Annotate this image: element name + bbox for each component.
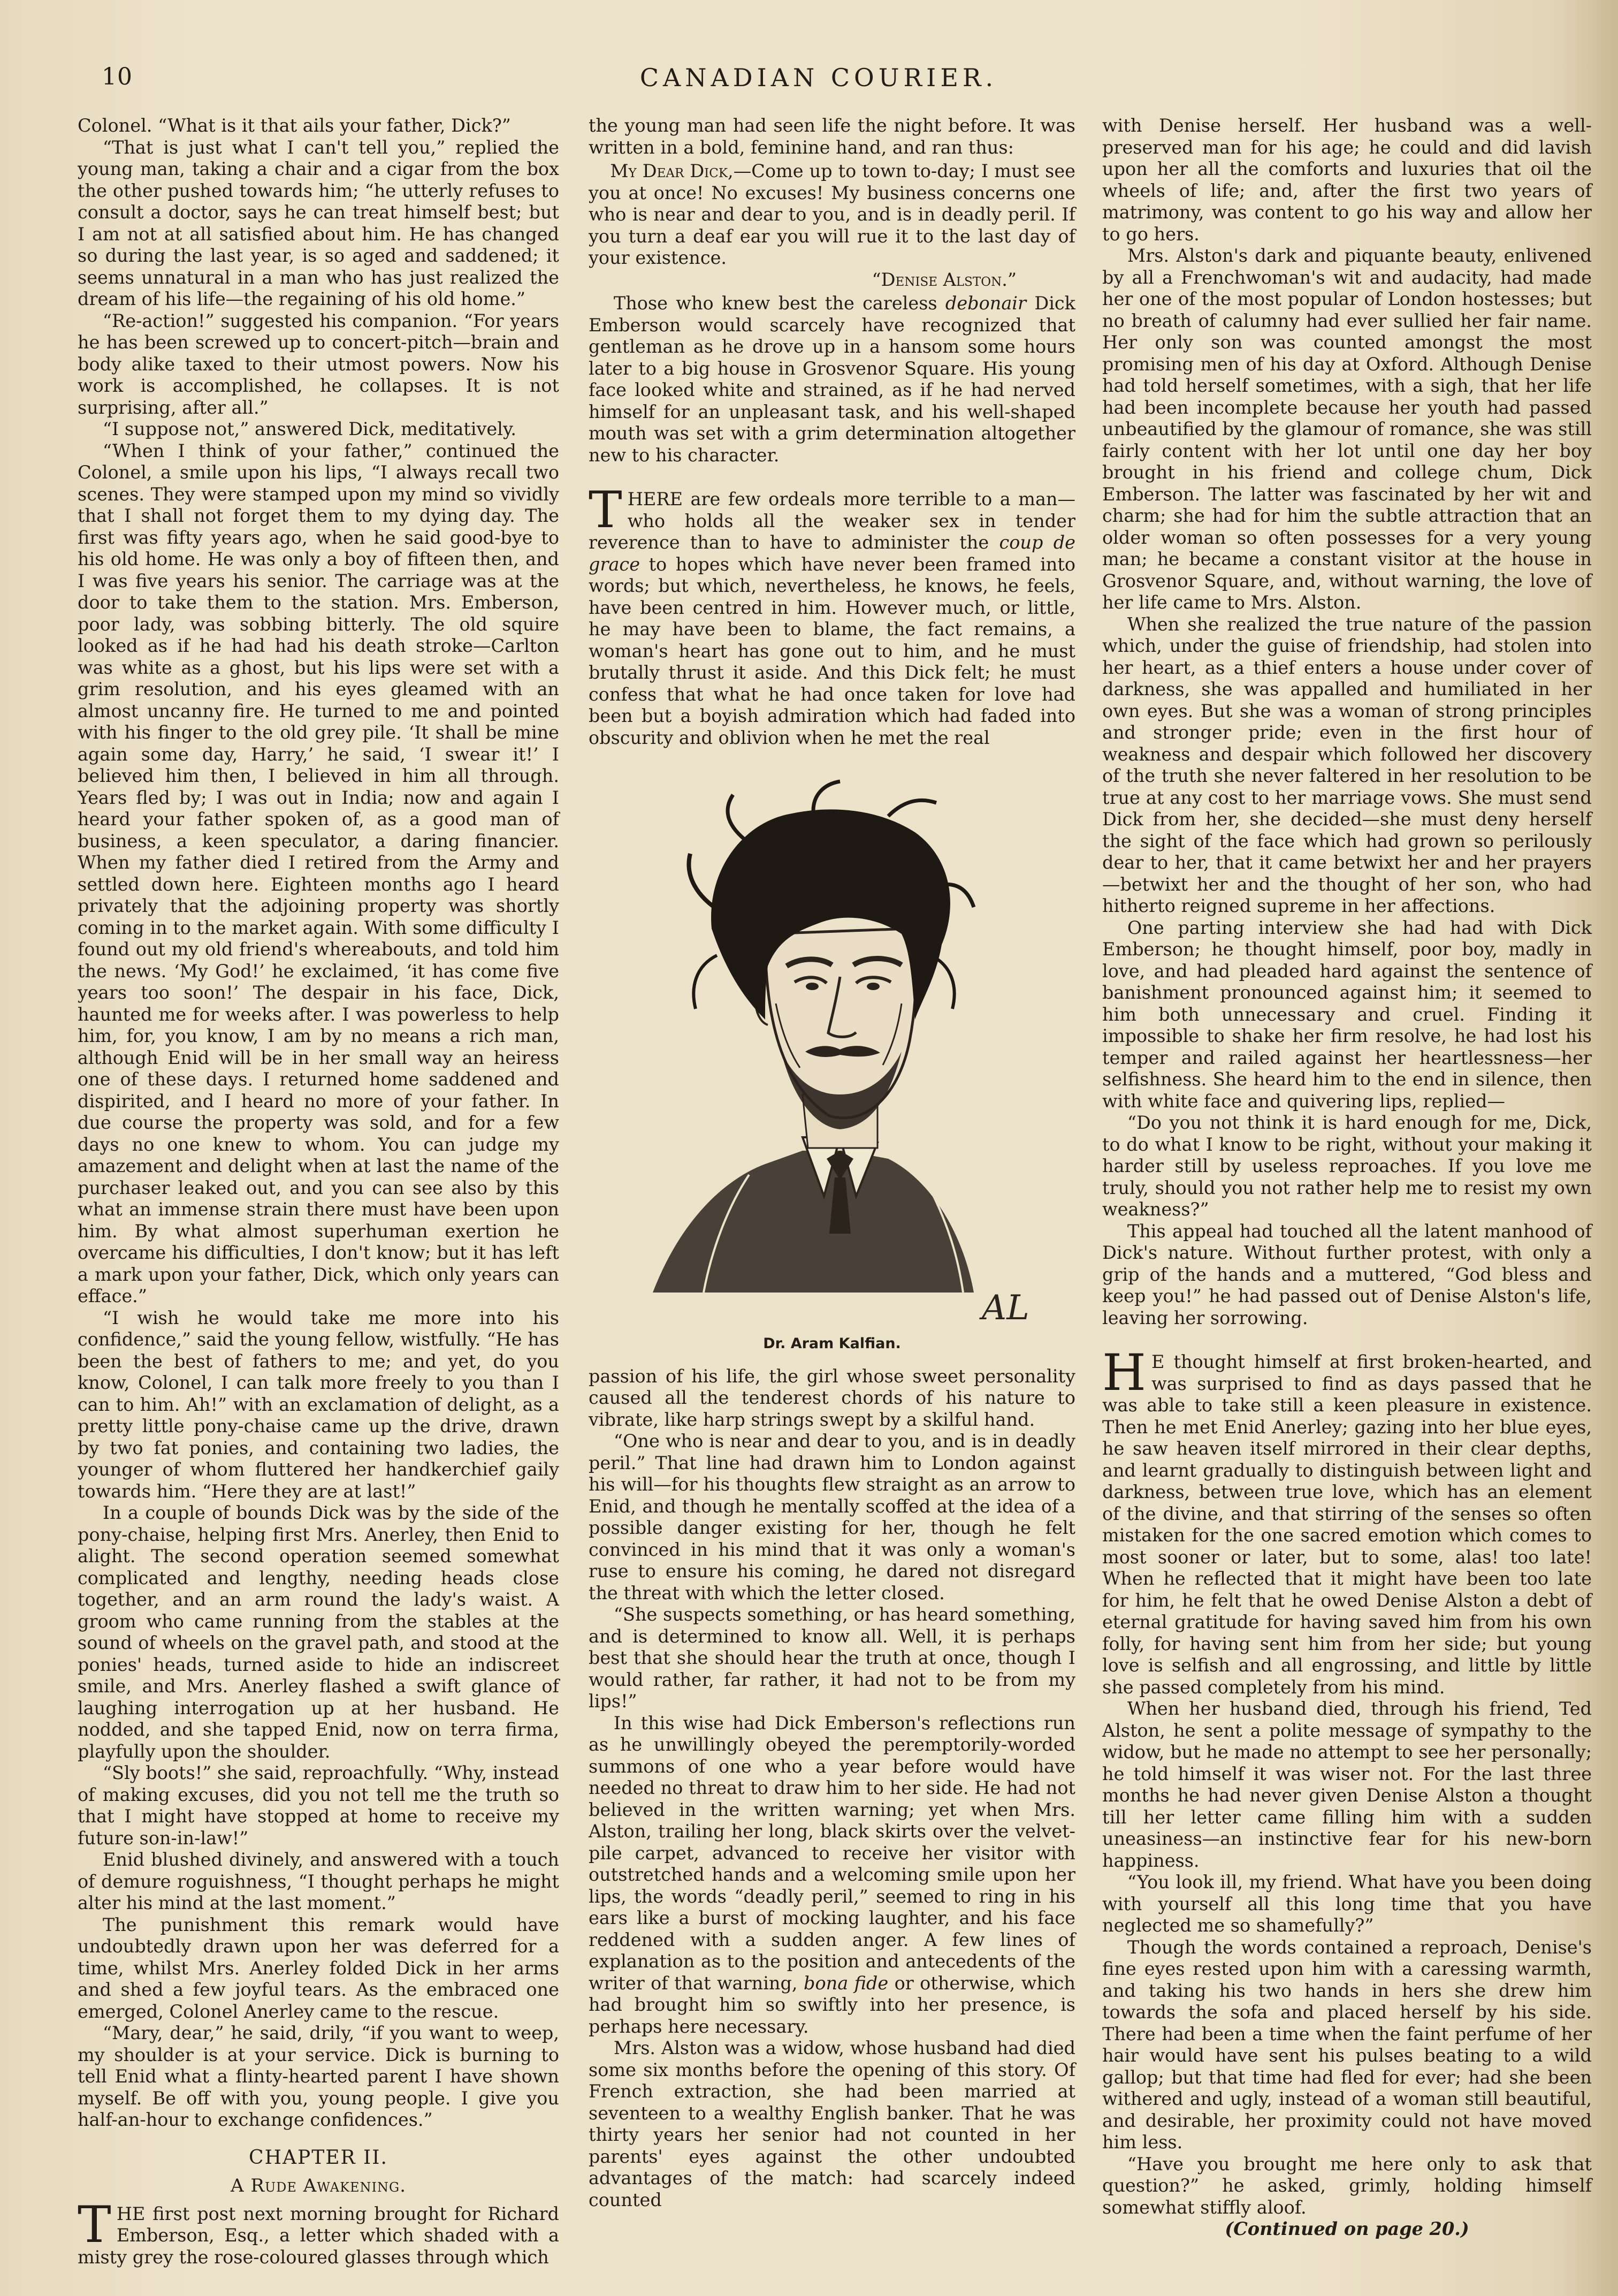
drop-cap: T — [78, 2195, 111, 2254]
illustration-caption: Dr. Aram Kalfian. — [763, 1335, 901, 1352]
paragraph: This appeal had touched all the latent manhood of Dick's nature. Without further protest, with only a grip of the hands and a muttered, “God bless and keep you!” he had passed out of Denise Alston's life, leaving her sorrowing. — [1102, 1220, 1592, 1328]
page-number: 10 — [102, 63, 133, 90]
letter-quote — [589, 161, 1075, 291]
italic-run: coup de grace — [589, 532, 1075, 575]
paragraph: In a couple of bounds Dick was by the side of the pony-chaise, helping first Mrs. Anerley, then Enid to alight. The second operation seemed somewhat complicated and lengthy, needing heads close together, and an arm round the lady's waist. A groom who came running from the stables at the sound of wheels on the gravel path, and stood at the ponies' heads, turned aside to hide an indiscreet smile, and Mrs. Anerley flashed a swift glance of laughing interrogation up at her husband. He nodded, and she tapped Enid, now on terra firma, playfully upon the shoulder. — [78, 1502, 559, 1762]
paragraph: “When I think of your father,” continued the Colonel, a smile upon his lips, “I always recall two scenes. They were stamped upon my mind so vividly that I shall not forget them to my dying day. The first was fifty years ago, when he said good-bye to his old home. He was only a boy of fifteen then, and I was five years his senior. The carriage was at the door to take them to the station. Mrs. Emberson, poor lady, was sobbing bitterly. The old squire looked as if he had had his death stroke—Carlton was white as a ghost, but his lips were set with a grim resolution, and his eyes gleamed with an almost uncanny fire. He turned to me and pointed with his finger to the old grey pile. ‘It shall be mine again some day, Harry,’ he said, ‘I swear it!’ I believed him then, I believed in him all through. Years fled by; I was out in India; now and again I heard your father spoken of, as a good man of business, a keen speculator, a daring financier. When my father died I retired from the Army and settled down here. Eighteen months ago I heard privately that the adjoining property was shortly coming in to the market again. With some difficulty I found out my old friend's whereabouts, and told him the news. ‘My God!’ he exclaimed, ‘it has come five years too soon!’ The despair in his face, Dick, haunted me for weeks after. I was powerless to help him, for, you know, I am by no means a rich man, although Enid will be in her small way an heiress one of these days. I returned home saddened and dispirited, and I heard no more of your father. In due course the property was sold, and for a few days no one knew to whom. You can judge my amazement and delight when at last the name of the purchaser leaked out, and you can see also by this what an immense strain there must have been upon him. By what almost superhuman exertion he overcame his difficulties, I don't know; but it has left a mark upon your father, Dick, which only years can efface.” — [78, 440, 559, 1306]
page-header — [80, 63, 1557, 106]
paragraph: “She suspects something, or has heard something, and is determined to know all. Well, it is perhaps best that she should hear the truth at once, though I would rather, far rather, it had not to be from my lips!” — [589, 1604, 1075, 1712]
paragraph-text: E thought himself at first broken-hearted, and was surprised to find as days passed that he was able to take still a keen pleasure in existence. Then he met Enid Anerley; gazing into her blue eyes, he saw heaven itself mirrored in their clear depths, and learnt gradually to distinguish between light and darkness, between true love, which has an element of the divine, and that stirring of the senses so often mistaken for the one sacred emotion which comes to most sooner or later, but to some, alas! too late! When he reflected that it might have been too late for him, he felt that he owed Denise Alston a debt of eternal gratitude for having saved him from his own folly, for having sent him from her side; but young love is selfish and all engrossing, and little by little she passed completely from his mind. — [1102, 1351, 1592, 1698]
column-middle — [589, 115, 1075, 2251]
paragraph — [589, 293, 1075, 466]
paragraph: The punishment this remark would have undoubtedly drawn upon her was deferred for a time, whilst Mrs. Anerley folded Dick in her arms and shed a few joyful tears. As the embraced one emerged, Colonel Anerley came to the rescue. — [78, 1914, 559, 2022]
paragraph — [589, 1713, 1075, 2038]
continued-notice: (Continued on page 20.) — [1225, 2218, 1469, 2239]
text-run: HERE are few ordeals more terrible to a man—who holds all the weaker sex in tender reverence than to have to administer the — [589, 489, 1075, 553]
drop-cap: H — [1102, 1344, 1146, 1402]
italic-run: bona fide — [804, 1972, 889, 1994]
portrait-illustration — [589, 752, 1075, 1330]
letter-text: —Come up to town to-day; I must see you at once! No excuses! My business concerns one who is near and dear to you, and is in deadly peril. If you turn a deaf ear you will rue it to the last day of your existence. — [589, 161, 1075, 268]
paragraph: Mrs. Alston was a widow, whose husband had died some six months before the opening of this story. Of French extraction, she had been married at seventeen to a wealthy English banker. That he was thirty years her senior had not counted in her parents' eyes against the other undoubted advantages of the match: had scarcely indeed counted — [589, 2037, 1075, 2210]
paragraph: “Mary, dear,” he said, drily, “if you want to weep, my shoulder is at your service. Dick is burning to tell Enid what a flinty-hearted parent I have shown myself. Be off with you, young people. I give you half-an-hour to exchange confidences.” — [78, 2023, 559, 2130]
paragraph: One parting interview she had had with Dick Emberson; he thought himself, poor boy, madly in love, and had pleaded hard against the sentence of banishment pronounced against him; it seemed to him both unnecessary and cruel. Finding it impossible to shake her firm resolve, he had lost his temper and railed against her heartlessness—her selfishness. She heard him to the end in silence, then with white face and quivering lips, replied— — [1102, 917, 1592, 1112]
artist-monogram: AL — [982, 1288, 1029, 1328]
column-left — [78, 115, 559, 2268]
text-run: Dick Emberson would scarcely have recognized that gentleman as he drove up in a hansom some hours later to a big house in Grosvenor Square. His young face looked white and strained, as if he had nerved himself for an unpleasant task, and his well-shaped mouth was set with a grim determination altogether new to his character. — [589, 293, 1075, 466]
paragraph: When she realized the true nature of the passion which, under the guise of friendship, had stolen into her heart, as a thief enters a house under cover of darkness, she was appalled and humiliated in her own eyes. But she was a woman of strong principles and stronger pride; even in the first hour of weakness and despair which followed her discovery of the truth she never faltered in her resolution to be true at any cost to her marriage vows. She must send Dick from her, she decided—she must deny herself the sight of the face which had grown so perilously dear to her, that it came betwixt her and her prayers—betwixt her and the thought of her son, who had hitherto reigned supreme in her affections. — [1102, 613, 1592, 916]
paragraph: “Re-action!” suggested his companion. “For years he has been screwed up to concert-pitch—brain and body alike taxed to their utmost powers. Now his work is accomplished, he collapses. It is not surprising, after all.” — [78, 310, 559, 418]
portrait-sketch-image — [589, 752, 1075, 1330]
paragraph: “I suppose not,” answered Dick, meditatively. — [102, 419, 517, 439]
paragraph: “Sly boots!” she said, reproachfully. “Why, instead of making excuses, did you not tell me the truth so that I might have stopped at home to receive my future son-in-law!” — [78, 1762, 559, 1849]
paragraph: “That is just what I can't tell you,” replied the young man, taking a chair and a cigar from the box the other pushed towards him; “he utterly refuses to consult a doctor, says he can treat himself best; but I am not at all satisfied about him. He has changed so during the last year, is so aged and saddened; it seems unnatural in a man who has just realized the dream of his life—the regaining of his old home.” — [78, 136, 559, 309]
italic-run: debonair — [945, 293, 1027, 314]
text-run: Those who knew best the careless — [613, 293, 945, 314]
paragraph: passion of his life, the girl whose sweet personality caused all the tenderest chords of his nature to vibrate, like harp strings swept by a skilful hand. — [589, 1365, 1075, 1430]
paragraph-dropcap — [78, 2195, 559, 2269]
paragraph: Colonel. “What is it that ails your father, Dick?” — [78, 115, 511, 136]
paragraph: “One who is near and dear to you, and is in deadly peril.” That line had drawn him to London against his will—for his thoughts flew straight as an arrow to Enid, and though he mentally scoffed at the idea of a possible danger existing for her, though he felt convinced in his mind that it was only a woman's ruse to ensure his coming, he dared not disregard the threat with which the letter closed. — [589, 1431, 1075, 1603]
column-right — [1102, 115, 1592, 2251]
letter-signature: “Denise Alston.” — [872, 269, 1017, 290]
drop-cap: T — [589, 481, 622, 539]
chapter-heading: CHAPTER II. — [249, 2146, 388, 2169]
paragraph: with Denise herself. Her husband was a well-preserved man for his age; he could and did lavish upon her all the comforts and luxuries that oil the wheels of life; and, after the first two years of matrimony, was content to go his way and allow her to go hers. — [1102, 115, 1592, 245]
paragraph: When her husband died, through his friend, Ted Alston, he sent a polite message of sympathy to the widow, but he made no attempt to see her personally; he told himself it was wiser not. For the last three months he had never given Denise Alston a thought till her letter came filling him with a sudden uneasiness—an instinctive fear for his new-born happiness. — [1102, 1698, 1592, 1871]
journal-title: CANADIAN COURIER. — [639, 63, 998, 92]
paragraph-dropcap — [589, 481, 1075, 749]
text-run: In this wise had Dick Emberson's reflections run as he unwillingly obeyed the peremptorily-worded summons of one who a year before would have needed no threat to draw him to her side. He had not believed in the written warning; yet when Mrs. Alston, trailing her long, black skirts over the velvet-pile carpet, advanced to receive her visitor with outstretched hands and a welcoming smile upon her lips, the words “deadly peril,” seemed to ring in his ears like a burst of mocking laughter, and his face reddened with a sudden anger. A few lines of explanation as to the position and antecedents of the writer of that warning, — [589, 1712, 1075, 1994]
paragraph: the young man had seen life the night before. It was written in a bold, feminine hand, and ran thus: — [589, 115, 1075, 158]
paragraph: “I wish he would take me more into his confidence,” said the young fellow, wistfully. “He has been the best of fathers to me; and yet, do you know, Colonel, I can talk more freely to you than I can to him. Ah!” with an exclamation of delight, as a pretty little pony-chaise came up the drive, drawn by two fat ponies, and containing two ladies, the younger of whom fluttered her handkerchief gaily towards him. “Here they are at last!” — [78, 1307, 559, 1502]
paragraph-dropcap — [1102, 1344, 1592, 1698]
paragraph: “Have you brought me here only to ask that question?” he asked, grimly, holding himself somewhat stiffly aloof. — [1102, 2153, 1592, 2218]
paragraph: Enid blushed divinely, and answered with a touch of demure roguishness, “I thought perhaps he might alter his mind at the last moment.” — [78, 1849, 559, 1913]
paragraph: “You look ill, my friend. What have you been doing with yourself all this long time that you have neglected me so shamefully?” — [1102, 1872, 1592, 1936]
chapter-subheading: A Rude Awakening. — [230, 2175, 407, 2196]
paragraph-text: HE first post next morning brought for Richard Emberson, Esq., a letter which shaded with a misty grey the rose-coloured glasses through which — [78, 2203, 559, 2268]
letter-body — [589, 161, 1075, 269]
paragraph: Mrs. Alston's dark and piquante beauty, enlivened by all a Frenchwoman's wit and audacity, had made her one of the most popular of London hostesses; but no breath of calumny had ever sullied her fair name. Her only son was counted amongst the most promising men of his day at Oxford. Although Denise had told herself sometimes, with a sigh, that her life had been incomplete because her youth had passed unbeautified by the glamour of romance, she was still fairly content with her lot until one day her boy brought in his friend and college chum, Dick Emberson. The latter was fascinated by her wit and charm; she had for him the subtle attraction that an older woman so often possesses for a very young man; he became a constant visitor at the house in Grosvenor Square, and, without warning, the love of her life came to Mrs. Alston. — [1102, 245, 1592, 613]
text-run: or otherwise, which had brought him so swiftly into her presence, is perhaps here necessary. — [589, 1972, 1075, 2037]
letter-salutation: My Dear Dick, — [610, 161, 734, 181]
paragraph: “Do you not think it is hard enough for me, Dick, to do what I know to be right, without your making it harder still by useless reproaches. If you love me truly, should you not rather help me to resist my own weakness?” — [1102, 1112, 1592, 1220]
paragraph: Though the words contained a reproach, Denise's fine eyes rested upon him with a caressing warmth, and taking his two hands in hers she drew him towards the sofa and placed herself by his side. There had been a time when the faint perfume of her hair would have sent his pulses beating to a wild gallop; but that time had fled for ever; had she been withered and ugly, instead of a woman still beautiful, and desirable, her proximity could not have moved him less. — [1102, 1936, 1592, 2153]
text-run: to hopes which have never been framed into words; but which, nevertheless, he knows, he feels, have been centred in him. However much, or little, he may have been to blame, the fact remains, a woman's heart has gone out to him, and he must brutally thrust it aside. And this Dick felt; he must confess that what he had once taken for love had been but a boyish admiration which had faded into obscurity and oblivion when he met the real — [589, 553, 1075, 748]
